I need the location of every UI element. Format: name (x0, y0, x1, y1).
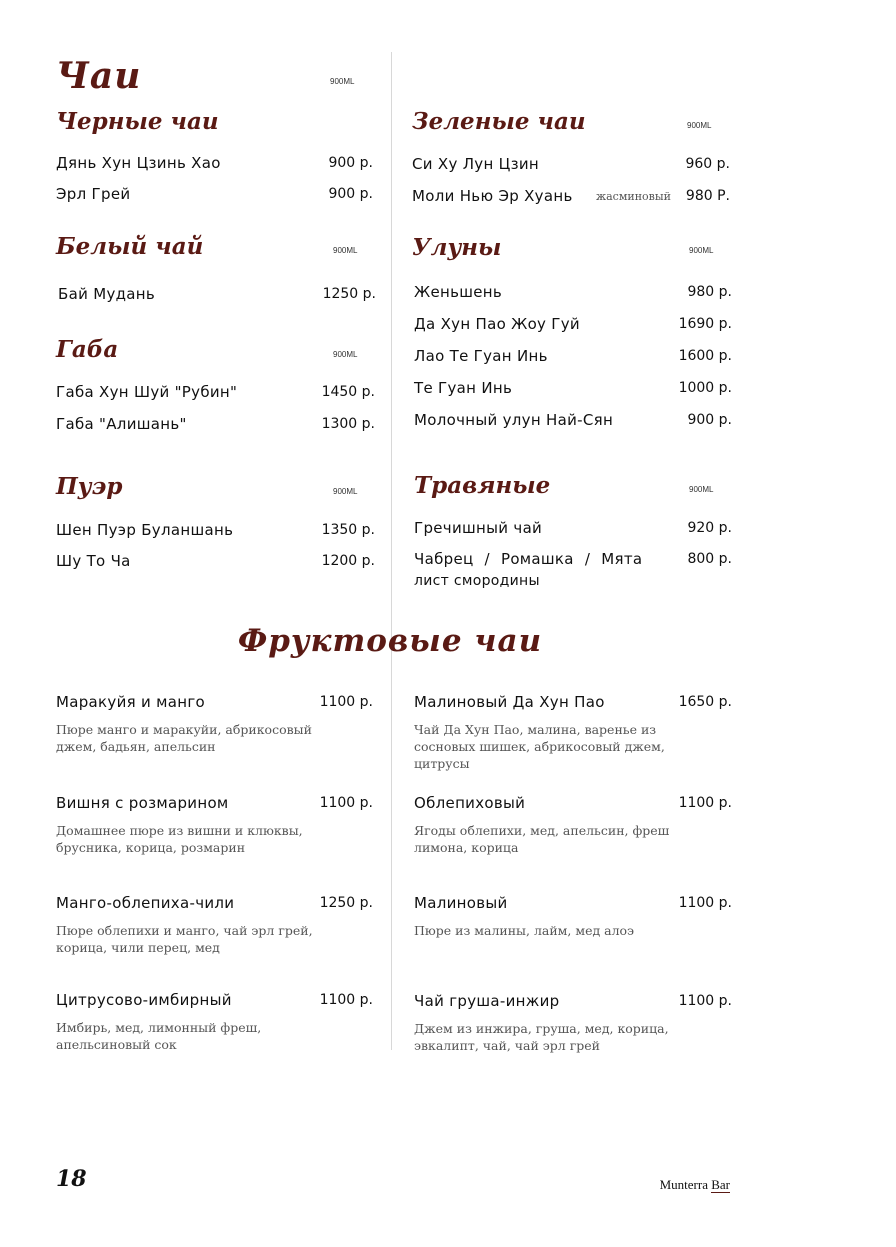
menu-item-price: 1600 р. (678, 348, 732, 364)
menu-item-price: 980 Р. (685, 188, 730, 204)
menu-item-description: Пюре манго и маракуйи, абрикосовый джем, бадьян, апельсин (56, 722, 312, 754)
column-divider (391, 52, 392, 1050)
menu-item-name: Бай Мудань (58, 285, 156, 303)
menu-item-name: Шен Пуэр Буланшань (56, 521, 234, 539)
section-title-herbal: Травяные (414, 472, 551, 499)
menu-item-name: Малиновый Да Хун Пао (414, 693, 605, 711)
menu-item-name: Те Гуан Инь (414, 379, 513, 397)
menu-item-name: Цитрусово-имбирный (56, 991, 232, 1009)
menu-item-price: 1000 р. (678, 380, 732, 396)
menu-item-price: 1690 р. (678, 316, 732, 332)
menu-item-price: 1100 р. (678, 993, 732, 1009)
menu-item-name: Чабрец / Ромашка / Мята (414, 550, 643, 568)
menu-item-price: 1100 р. (678, 795, 732, 811)
menu-item-price: 1200 р. (321, 553, 375, 569)
menu-item-description: Пюре облепихи и манго, чай эрл грей, корица, чили перец, мед (56, 923, 313, 955)
section-title-white: Белый чай (56, 233, 204, 260)
page-number: 18 (56, 1166, 87, 1192)
menu-item-name: Женьшень (414, 283, 503, 301)
section-title-black: Черные чаи (56, 108, 219, 135)
menu-item-description: Имбирь, мед, лимонный фреш, апельсиновый сок (56, 1020, 262, 1052)
section-title-puer: Пуэр (56, 473, 123, 500)
section-volume: 900ML (687, 121, 712, 130)
menu-item-description: Пюре из малины, лайм, мед алоэ (414, 923, 635, 938)
menu-item-price: 1350 р. (321, 522, 375, 538)
menu-item-name: Си Ху Лун Цзин (412, 155, 540, 173)
header-volume: 900ML (330, 77, 355, 86)
menu-item-price: 1250 р. (319, 895, 373, 911)
menu-item-note: жасминовый (596, 190, 671, 203)
brand-suffix: Bar (711, 1177, 730, 1192)
menu-item-price: 1100 р. (678, 895, 732, 911)
menu-item-price: 920 р. (687, 520, 732, 536)
menu-item-price: 960 р. (685, 156, 730, 172)
section-volume: 900ML (689, 246, 714, 255)
menu-item-name: Дянь Хун Цзинь Хао (56, 154, 221, 172)
menu-item-description: Джем из инжира, груша, мед, корица, эвкалипт, чай, чай эрл грей (414, 1021, 669, 1053)
menu-item-name: Молочный улун Най-Сян (414, 411, 614, 429)
menu-item-price: 1650 р. (678, 694, 732, 710)
menu-item-description: Чай Да Хун Пао, малина, варенье из сосновых шишек, абрикосовый джем, цитрусы (414, 722, 665, 771)
menu-item-name: Габа Хун Шуй "Рубин" (56, 383, 238, 401)
section-title-fruit: Фруктовые чаи (237, 623, 543, 659)
brand-logo (660, 1177, 730, 1193)
menu-item-name: Гречишный чай (414, 519, 543, 537)
menu-item-name: Шу То Ча (56, 552, 131, 570)
section-title-oolong: Улуны (412, 234, 502, 261)
menu-item-price: 800 р. (687, 551, 732, 567)
section-title-green: Зеленые чаи (412, 108, 586, 135)
section-volume: 900ML (333, 487, 358, 496)
menu-item-price: 980 р. (687, 284, 732, 300)
section-volume: 900ML (333, 350, 358, 359)
menu-item-name: Облепиховый (414, 794, 526, 812)
menu-item-name: Эрл Грей (56, 185, 131, 203)
menu-item-name: Чай груша-инжир (414, 992, 560, 1010)
brand-name: Munterra (659, 1177, 708, 1192)
menu-item-price: 1450 р. (321, 384, 375, 400)
menu-item-price: 900 р. (687, 412, 732, 428)
menu-item-name: Лао Те Гуан Инь (414, 347, 548, 365)
menu-item-price: 1100 р. (319, 795, 373, 811)
menu-item-price: 1250 р. (322, 286, 376, 302)
section-volume: 900ML (333, 246, 358, 255)
menu-item-price: 900 р. (328, 155, 373, 171)
menu-item-name: Да Хун Пао Жоу Гуй (414, 315, 580, 333)
menu-item-name: Моли Нью Эр Хуань (412, 187, 573, 205)
section-volume: 900ML (689, 485, 714, 494)
menu-item-name: Малиновый (414, 894, 508, 912)
section-title-gaba: Габа (56, 336, 119, 363)
menu-item-name: Габа "Алишань" (56, 415, 187, 433)
menu-item-name: Манго-облепиха-чили (56, 894, 235, 912)
menu-item-price: 900 р. (328, 186, 373, 202)
menu-item-description: Домашнее пюре из вишни и клюквы, брусника, корица, розмарин (56, 823, 303, 855)
menu-item-price: 1100 р. (319, 694, 373, 710)
menu-item-name: Маракуйя и манго (56, 693, 206, 711)
menu-item-name-continued: лист смородины (414, 573, 540, 589)
menu-item-description: Ягоды облепихи, мед, апельсин, фреш лимона, корица (414, 823, 670, 855)
page-title: Чаи (56, 55, 142, 97)
menu-item-price: 1100 р. (319, 992, 373, 1008)
menu-item-price: 1300 р. (321, 416, 375, 432)
menu-item-name: Вишня с розмарином (56, 794, 229, 812)
